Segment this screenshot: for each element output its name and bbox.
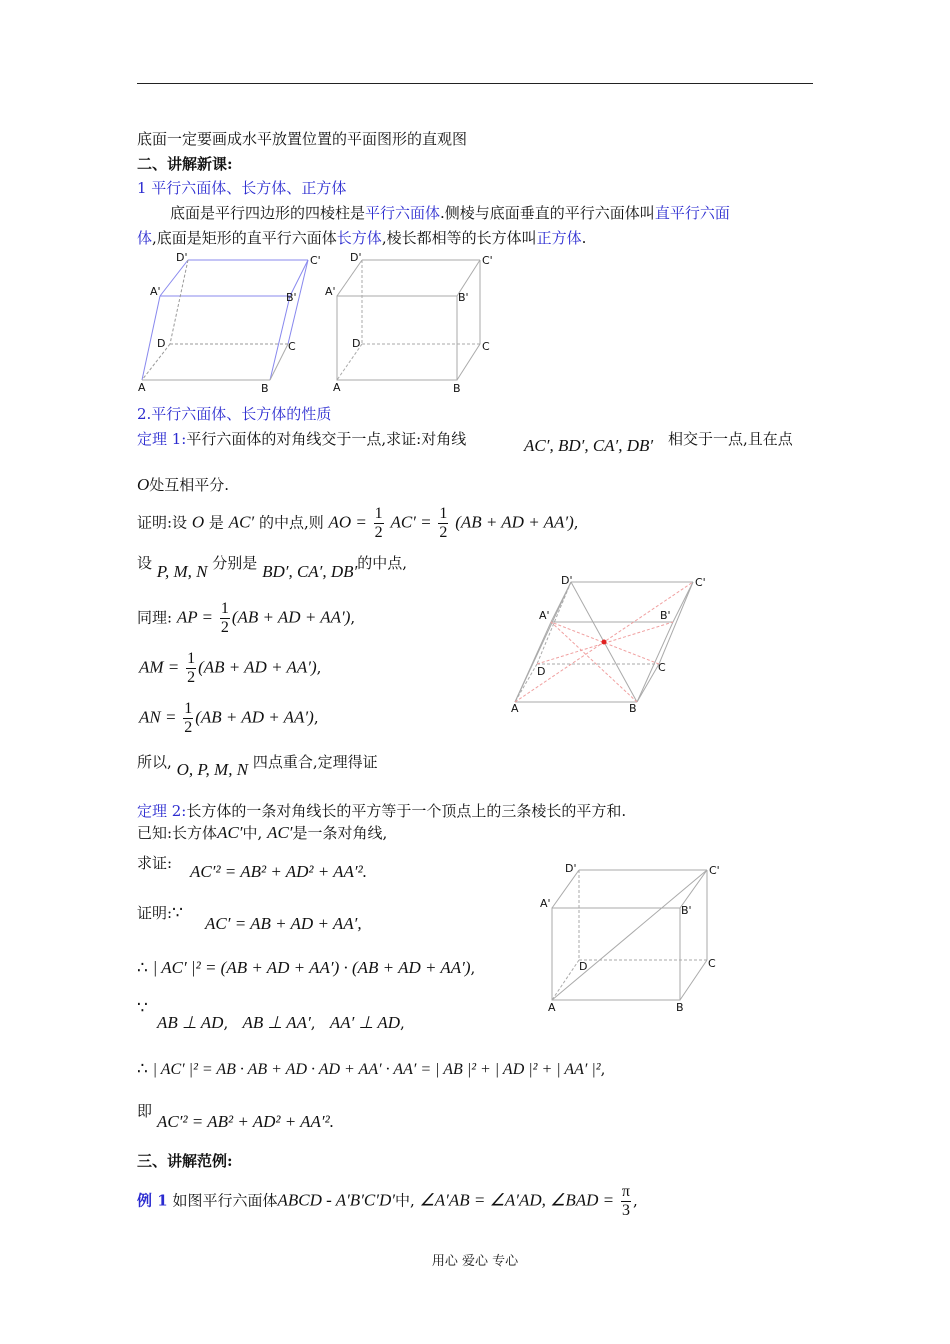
- frac-half-3: [220, 600, 230, 637]
- therefore-symbol: ∴: [137, 958, 148, 978]
- header-rule: [137, 83, 813, 84]
- proof-1-AP: [137, 600, 355, 637]
- fig2-label-A: A: [333, 381, 341, 394]
- term-right-parallelepiped-end: 体: [137, 229, 153, 247]
- term-cube: 正方体: [536, 229, 582, 247]
- proof-1-AM: [139, 650, 321, 687]
- figure-diagonals: [505, 572, 720, 717]
- prove-eq: AC′² = AB² + AD² + AA′²: [190, 862, 363, 881]
- term-parallelepiped: 平行六面体: [365, 204, 441, 222]
- fig1-label-B: B: [261, 382, 269, 395]
- theorem-1-line-1: [137, 428, 466, 449]
- subsection-1-title: 1 平行六面体、长方体、正方体: [137, 179, 347, 197]
- fig3-label-D: D: [537, 665, 546, 678]
- theorem-2-label: 定理 2:: [137, 802, 187, 820]
- proof-1-line-1: [137, 505, 579, 542]
- given-a: 已知:长方体: [137, 824, 218, 842]
- page-footer: 用心 爱心 专心: [431, 1254, 519, 1269]
- step4: | AC′ |² = AB · AB + AD · AD + AA′ · AA′ = | AB |² + | AD |² + | AA′ |²: [152, 1061, 601, 1078]
- figure-cuboid: [320, 248, 500, 396]
- step5: AC′² = AB² + AD² + AA′²: [157, 1112, 330, 1131]
- dot: .: [362, 862, 367, 881]
- perp-3: AA′ ⊥ AD: [329, 1013, 401, 1032]
- fig1-label-C1: C': [310, 254, 321, 267]
- example-1: [137, 1183, 638, 1220]
- proof1-l1-eq2: AC′ =: [390, 512, 432, 532]
- frac-den: 2: [439, 524, 448, 541]
- para1-b: .侧棱与底面垂直的平行六面体叫: [440, 204, 655, 222]
- proof1-AN-sum: (AB + AD + AA′): [195, 707, 314, 727]
- proof1-l1-eq: AO =: [328, 512, 367, 532]
- proof2-step-4: [137, 1059, 605, 1079]
- example-1-text: 如图平行六面体: [172, 1191, 278, 1210]
- para1-d: ,棱长都相等的长方体叫: [381, 229, 537, 247]
- because-symbol-2: ∵: [137, 998, 148, 1018]
- fig4-label-D: D: [579, 960, 588, 973]
- proof1-l2-a: 设: [137, 554, 153, 572]
- given-b: 中,: [242, 824, 263, 842]
- example-1-body: ABCD - A′B′C′D′: [277, 1190, 395, 1210]
- perp-2: AB ⊥ AA′: [242, 1013, 311, 1032]
- proof1-l2-segments: BD′, CA′, DB′: [262, 562, 358, 581]
- given-AC: AC′: [217, 823, 243, 842]
- given-c: 是一条对角线,: [292, 824, 388, 842]
- theorem-1-line-2: [137, 474, 229, 495]
- intro-text: 底面一定要画成水平放置位置的平面图形的直观图: [137, 130, 468, 148]
- subsection-2-title: 2.平行六面体、长方体的性质: [137, 405, 332, 423]
- proof1-AN-eq: AN =: [139, 707, 177, 727]
- theorem-1-diagonals: AC′, BD′, CA′, DB′: [524, 436, 654, 455]
- theorem-2-given: [137, 822, 387, 843]
- proof-1-AN: [139, 700, 319, 737]
- theorem-1-label: 定理 1:: [137, 430, 187, 448]
- proof2-step-5: [157, 1112, 334, 1132]
- frac-half-4: [186, 650, 196, 687]
- proof1-AP-eq: AP =: [176, 607, 214, 627]
- proof2-step-1: [205, 914, 362, 934]
- frac-den: 2: [374, 524, 383, 541]
- figure-cuboid-diagonal: [535, 860, 725, 1015]
- sep: ,: [223, 1014, 229, 1032]
- frac-half-5: [183, 700, 193, 737]
- frac-den: 2: [220, 619, 229, 636]
- proof-1-conclusion: [137, 751, 378, 779]
- fig3-label-A1: A': [539, 609, 550, 622]
- frac-num: π: [621, 1183, 630, 1200]
- fig4-label-C1: C': [709, 864, 720, 877]
- frac-num: 1: [374, 505, 383, 522]
- proof2-step-3: [157, 1013, 405, 1033]
- para1-e: .: [581, 229, 587, 247]
- theorem-1-tail: 相交于一点,且在点: [668, 430, 793, 448]
- fig4-label-A1: A': [540, 897, 551, 910]
- sep: ,: [600, 1060, 606, 1078]
- frac-den: 2: [187, 669, 196, 686]
- proof1-l1-a: 证明:设: [137, 513, 188, 532]
- proof-1-line-2: [137, 552, 408, 581]
- given-AC2: AC′: [267, 823, 293, 842]
- sep: ,: [400, 1014, 405, 1032]
- frac-den: 3: [621, 1202, 630, 1219]
- dot: .: [329, 1112, 334, 1131]
- fig4-label-C: C: [708, 957, 716, 970]
- term-cuboid: 长方体: [336, 229, 382, 247]
- comma: ,: [573, 513, 579, 532]
- perp-1: AB ⊥ AD: [157, 1013, 224, 1032]
- fig3-label-C1: C': [695, 576, 706, 589]
- fig4-label-D1: D': [565, 862, 577, 875]
- fig1-label-B1: B': [286, 291, 297, 304]
- fig2-label-A1: A': [325, 285, 336, 298]
- para1-a: 底面是平行四边形的四棱柱是: [170, 204, 366, 222]
- step1: AC′ = AB + AD + AA′: [205, 914, 358, 933]
- ji-label: 即: [137, 1102, 153, 1120]
- fig2-label-B: B: [453, 382, 461, 395]
- proof2-step-2: [137, 958, 475, 978]
- sep: ,: [357, 914, 362, 933]
- step2: | AC′ |² = (AB + AD + AA′) · (AB + AD + AA′): [152, 958, 471, 977]
- proof1-l2-points: P, M, N: [156, 562, 208, 581]
- fig4-label-A: A: [548, 1001, 556, 1014]
- proof1-l6-points: O, P, M, N: [176, 760, 249, 779]
- comma: ,: [633, 1191, 638, 1210]
- proof1-l1-O: O: [191, 512, 205, 532]
- fig2-label-D: D: [352, 337, 361, 350]
- comma: ,: [350, 608, 356, 627]
- term-right-parallelepiped: 直平行六面: [654, 204, 730, 222]
- theorem-2-prove-label: 求证:: [137, 854, 173, 872]
- fig2-label-C: C: [482, 340, 490, 353]
- frac-num: 1: [439, 505, 448, 522]
- fig3-label-D1: D': [561, 574, 573, 587]
- center-point-O: [602, 640, 607, 645]
- paragraph-1-line-1: [170, 202, 730, 223]
- frac-den: 2: [184, 719, 193, 736]
- sep: ,: [470, 959, 476, 977]
- sep: ,: [310, 1014, 316, 1032]
- proof2-label: 证明:: [137, 904, 173, 922]
- figure-parallelepiped: [130, 248, 330, 396]
- proof1-l1-AC: AC′: [228, 512, 255, 532]
- fig1-label-D1: D': [176, 251, 188, 264]
- comma: ,: [313, 708, 319, 727]
- fig2-label-D1: D': [350, 251, 362, 264]
- theorem-1-tail2: 处互相平分.: [149, 476, 230, 494]
- example-1-label: 例 1: [137, 1191, 168, 1210]
- theorem-2-text: 长方体的一条对角线长的平方等于一个顶点上的三条棱长的平方和.: [186, 802, 627, 820]
- fig2-label-C1: C': [482, 254, 493, 267]
- section-2-title: 二、讲解新课:: [137, 155, 233, 173]
- fig3-label-A: A: [511, 702, 519, 715]
- proof1-AM-eq: AM =: [139, 657, 180, 677]
- because-symbol: ∵: [172, 903, 183, 923]
- theorem-1-text: 平行六面体的对角线交于一点,求证:对角线: [186, 430, 467, 448]
- fig3-label-B: B: [629, 702, 637, 715]
- comma: ,: [316, 658, 322, 677]
- point-O: O: [137, 475, 150, 494]
- fig1-label-A: A: [138, 381, 146, 394]
- therefore-symbol-2: ∴: [137, 1059, 148, 1079]
- fig4-label-B1: B': [681, 904, 692, 917]
- theorem-2-line: [137, 800, 626, 821]
- proof1-AP-sum: (AB + AD + AA′): [231, 607, 351, 627]
- proof1-l3-a: 同理:: [137, 608, 173, 627]
- fig1-label-A1: A': [150, 285, 161, 298]
- frac-num: 1: [220, 600, 229, 617]
- proof1-l6-a: 所以,: [137, 753, 172, 771]
- proof1-l1-sum: (AB + AD + AA′): [455, 512, 574, 532]
- proof1-l1-b: 是: [208, 513, 224, 532]
- frac-num: 1: [184, 700, 193, 717]
- frac-num: 1: [187, 650, 196, 667]
- frac-half-2: [438, 505, 448, 542]
- theorem-2-proof-label: [137, 902, 183, 923]
- para1-c: ,底面是矩形的直平行六面体: [152, 229, 337, 247]
- example-1-angles: ∠A′AB = ∠A′AD, ∠BAD =: [419, 1190, 615, 1210]
- frac-pi-third: [621, 1183, 631, 1220]
- proof1-l2-b: 分别是: [212, 554, 258, 572]
- proof1-AM-sum: (AB + AD + AA′): [198, 657, 317, 677]
- fig4-label-B: B: [676, 1001, 684, 1014]
- proof1-l1-c: 的中点,则: [258, 513, 324, 532]
- frac-half-1: [374, 505, 384, 542]
- fig3-label-B1: B': [660, 609, 671, 622]
- proof1-l6-b: 四点重合,定理得证: [252, 753, 378, 771]
- fig1-label-D: D: [157, 337, 166, 350]
- proof1-l2-c: 的中点,: [357, 554, 408, 572]
- example-1-mid: 中,: [394, 1191, 415, 1210]
- fig2-label-B1: B': [458, 291, 469, 304]
- fig3-label-C: C: [658, 661, 666, 674]
- theorem-2-prove-eq: [190, 862, 367, 882]
- fig1-label-C: C: [288, 340, 296, 353]
- section-3-title: 三、讲解范例:: [137, 1152, 233, 1170]
- paragraph-1-line-2: [137, 227, 586, 248]
